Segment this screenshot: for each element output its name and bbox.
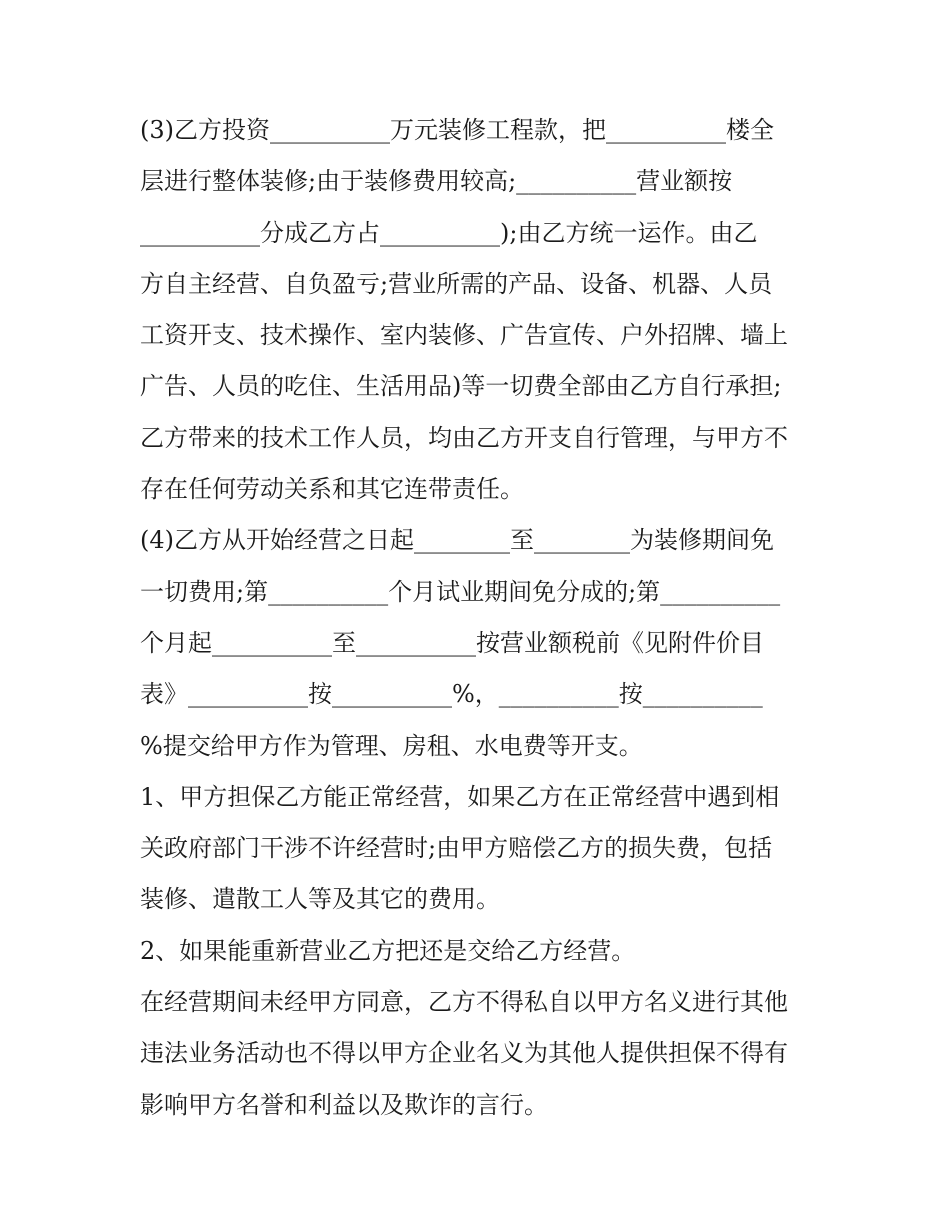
text-line: 方自主经营、自负盈亏;营业所需的产品、设备、机器、人员 [140, 269, 773, 298]
text-line: 一切费用;第__________个月试业期间免分成的;第__________ [140, 577, 781, 606]
text-line: 违法业务活动也不得以甲方企业名义为其他人提供担保不得有 [140, 1039, 788, 1068]
text-line: 装修、遣散工人等及其它的费用。 [140, 885, 500, 914]
text-line: 表》__________按__________%，__________按__________ [140, 680, 763, 709]
text-line: 广告、人员的吃住、生活用品)等一切费全部由乙方自行承担; [140, 372, 782, 401]
text-line: 个月起__________至__________按营业额税前《见附件价目 [140, 628, 764, 657]
text-line: (4)乙方从开始经营之日起________至________为装修期间免 [140, 526, 774, 555]
text-line: 乙方带来的技术工作人员，均由乙方开支自行管理，与甲方不 [140, 423, 788, 452]
text-line: 1、甲方担保乙方能正常经营，如果乙方在正常经营中遇到相 [140, 782, 780, 811]
text-line: 存在任何劳动关系和其它连带责任。 [140, 475, 524, 504]
text-line: __________分成乙方占__________);由乙方统一运作。由乙 [140, 218, 758, 247]
text-line: 工资开支、技术操作、室内装修、广告宣传、户外招牌、墙上 [140, 321, 788, 350]
text-line: (3)乙方投资__________万元装修工程款，把__________楼全 [140, 116, 774, 144]
text-line: %提交给甲方作为管理、房租、水电费等开支。 [140, 731, 643, 760]
contract-text [140, 105, 820, 1131]
text-line: 层进行整体装修;由于装修费用较高;__________营业额按 [140, 167, 733, 196]
text-line: 2、如果能重新营业乙方把还是交给乙方经营。 [140, 936, 636, 965]
text-line: 在经营期间未经甲方同意，乙方不得私自以甲方名义进行其他 [140, 988, 788, 1017]
text-line: 关政府部门干涉不许经营时;由甲方赔偿乙方的损失费，包括 [140, 834, 773, 863]
text-line: 影响甲方名誉和利益以及欺诈的言行。 [140, 1090, 548, 1119]
